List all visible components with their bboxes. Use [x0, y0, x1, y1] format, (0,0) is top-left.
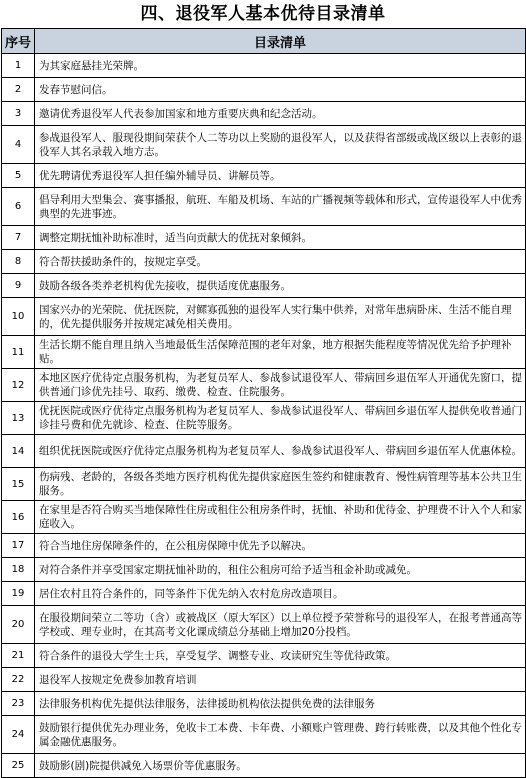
row-number: 12 — [2, 369, 35, 402]
row-number: 7 — [2, 226, 35, 250]
row-text-content: 在服役期间荣立二等功（含）或被战区（原大军区）以上单位授予荣誉称号的退役军人，在报考普通高等学校或、理专业时，在其高考文化课成绩总分基础上增加20分投档。 — [39, 611, 522, 638]
table-row — [2, 54, 526, 78]
table-row — [2, 692, 526, 716]
row-text — [35, 716, 526, 754]
row-text-content: 参战退役军人、服现役期间荣获个人二等功以上奖励的退役军人，以及获得省部级或战区级以上表彰的退役军人其名录载入地方志。 — [39, 131, 522, 158]
row-text: 发春节慰问信。 — [35, 78, 526, 102]
column-header-list: 目录清单 — [35, 29, 526, 54]
row-text-content: 本地区医疗优待定点服务机构，为老复员军人、参战参试退役军人、带病回乡退伍军人开通优先窗口，提供普通门诊优先挂号、取药、缴费、检查、住院服务。 — [39, 372, 522, 398]
row-text: 邀请优秀退役军人代表参加国家和地方重要庆典和纪念活动。 — [35, 102, 526, 126]
row-number: 3 — [2, 102, 35, 126]
benefits-table — [1, 28, 526, 778]
table-row — [2, 369, 526, 402]
column-header-number: 序号 — [2, 29, 35, 54]
row-text: 符合帮扶援助条件的，按规定享受。 — [35, 250, 526, 274]
row-number: 17 — [2, 534, 35, 558]
row-text-content: 鼓励银行提供优先办理业务，免收卡工本费、卡年费、小额账户管理费、跨行转账费，以及其他个性化专属金融优惠服务。 — [39, 721, 522, 748]
row-text — [35, 126, 526, 164]
row-text — [35, 336, 526, 369]
row-number: 5 — [2, 164, 35, 188]
table-row — [2, 668, 526, 692]
row-number: 14 — [2, 435, 35, 468]
row-text-content: 伤病残、老龄的，各级各类地方医疗机构优先提供家庭医生签约和健康教育、慢性病管理等基本公共卫生服务。 — [39, 471, 522, 497]
table-row — [2, 274, 526, 298]
row-text: 对符合条件并享受国家定期抚恤补助的，租住公租房可给予适当租金补助或减免。 — [35, 558, 526, 582]
row-number: 10 — [2, 298, 35, 336]
row-text: 法律服务机构优先提供法律服务，法律援助机构依法提供免费的法律服务 — [35, 692, 526, 716]
document-title: 四、退役军人基本优待目录清单 — [140, 4, 386, 24]
table-row — [2, 435, 526, 468]
row-text — [35, 369, 526, 402]
row-number: 13 — [2, 402, 35, 435]
row-text: 为其家庭悬挂光荣牌。 — [35, 54, 526, 78]
row-text — [35, 188, 526, 226]
table-row — [2, 501, 526, 534]
row-text-content: 优抚医院或医疗优待定点服务机构为老复员军人、参战参试退役军人、带病回乡退伍军人提供免收普通门诊挂号费和优先就诊、检查、住院等服务。 — [39, 405, 522, 431]
table-row — [2, 78, 526, 102]
row-text: 调整定期抚恤补助标准时，适当向贡献大的优抚对象倾斜。 — [35, 226, 526, 250]
table-row — [2, 102, 526, 126]
row-text-content: 倡导利用大型集会、赛事播报，航班、车船及机场、车站的广播视频等载体和形式，宣传退役军人中优秀典型的先进事迹。 — [39, 193, 522, 220]
row-text — [35, 606, 526, 644]
table-row — [2, 250, 526, 274]
row-number: 15 — [2, 468, 35, 501]
row-text-content: 组织优抚医院或医疗优待定点服务机构为老复员军人、参战参试退役军人、带病回乡退伍军人优惠体检。 — [39, 445, 522, 457]
row-text: 符合条件的退役大学生士兵，享受复学、调整专业、攻读研究生等优待政策。 — [35, 644, 526, 668]
row-number: 21 — [2, 644, 35, 668]
table-row — [2, 754, 526, 778]
row-number: 16 — [2, 501, 35, 534]
table-row — [2, 644, 526, 668]
row-text: 优先聘请优秀退役军人担任编外辅导员、讲解员等。 — [35, 164, 526, 188]
table-row — [2, 582, 526, 606]
table-row — [2, 534, 526, 558]
row-text: 鼓励影(剧)院提供减免入场票价等优惠服务。 — [35, 754, 526, 778]
row-number: 24 — [2, 716, 35, 754]
row-text-content: 生活长期不能自理且纳入当地最低生活保障范围的老年对象，地方根据失能程度等情况优先给予护理补贴。 — [39, 339, 512, 365]
row-text: 居住农村且符合条件的，同等条件下优先纳入农村危房改造项目。 — [35, 582, 526, 606]
table-row — [2, 164, 526, 188]
table-row — [2, 402, 526, 435]
table-row — [2, 226, 526, 250]
table-row — [2, 468, 526, 501]
row-number: 1 — [2, 54, 35, 78]
table-row — [2, 188, 526, 226]
row-number: 8 — [2, 250, 35, 274]
row-text: 退役军人按规定免费参加教育培训 — [35, 668, 526, 692]
row-number: 19 — [2, 582, 35, 606]
row-text — [35, 298, 526, 336]
row-number: 11 — [2, 336, 35, 369]
row-text-content: 在家里是否符合购买当地保障性住房或租住公租房条件时，抚恤、补助和优待金、护理费不计入个人和家庭收入。 — [39, 504, 522, 530]
row-text — [35, 468, 526, 501]
row-text — [35, 501, 526, 534]
table-row — [2, 126, 526, 164]
row-text — [35, 435, 526, 468]
row-number: 20 — [2, 606, 35, 644]
table-row — [2, 298, 526, 336]
table-row — [2, 558, 526, 582]
row-number: 6 — [2, 188, 35, 226]
row-number: 22 — [2, 668, 35, 692]
row-number: 2 — [2, 78, 35, 102]
table-header-row — [2, 29, 526, 54]
table-row — [2, 716, 526, 754]
row-number: 9 — [2, 274, 35, 298]
row-text — [35, 402, 526, 435]
row-number: 25 — [2, 754, 35, 778]
table-row — [2, 606, 526, 644]
row-number: 4 — [2, 126, 35, 164]
row-number: 23 — [2, 692, 35, 716]
row-text: 符合当地住房保障条件的，在公租房保障中优先予以解决。 — [35, 534, 526, 558]
row-text: 鼓励各级各类养老机构优先接收，提供适度优惠服务。 — [35, 274, 526, 298]
row-text-content: 国家兴办的光荣院、优抚医院，对鳏寡孤独的退役军人实行集中供养，对常年患病卧床、生活不能自理的，优先提供服务并按规定减免相关费用。 — [39, 303, 512, 330]
table-row — [2, 336, 526, 369]
row-number: 18 — [2, 558, 35, 582]
